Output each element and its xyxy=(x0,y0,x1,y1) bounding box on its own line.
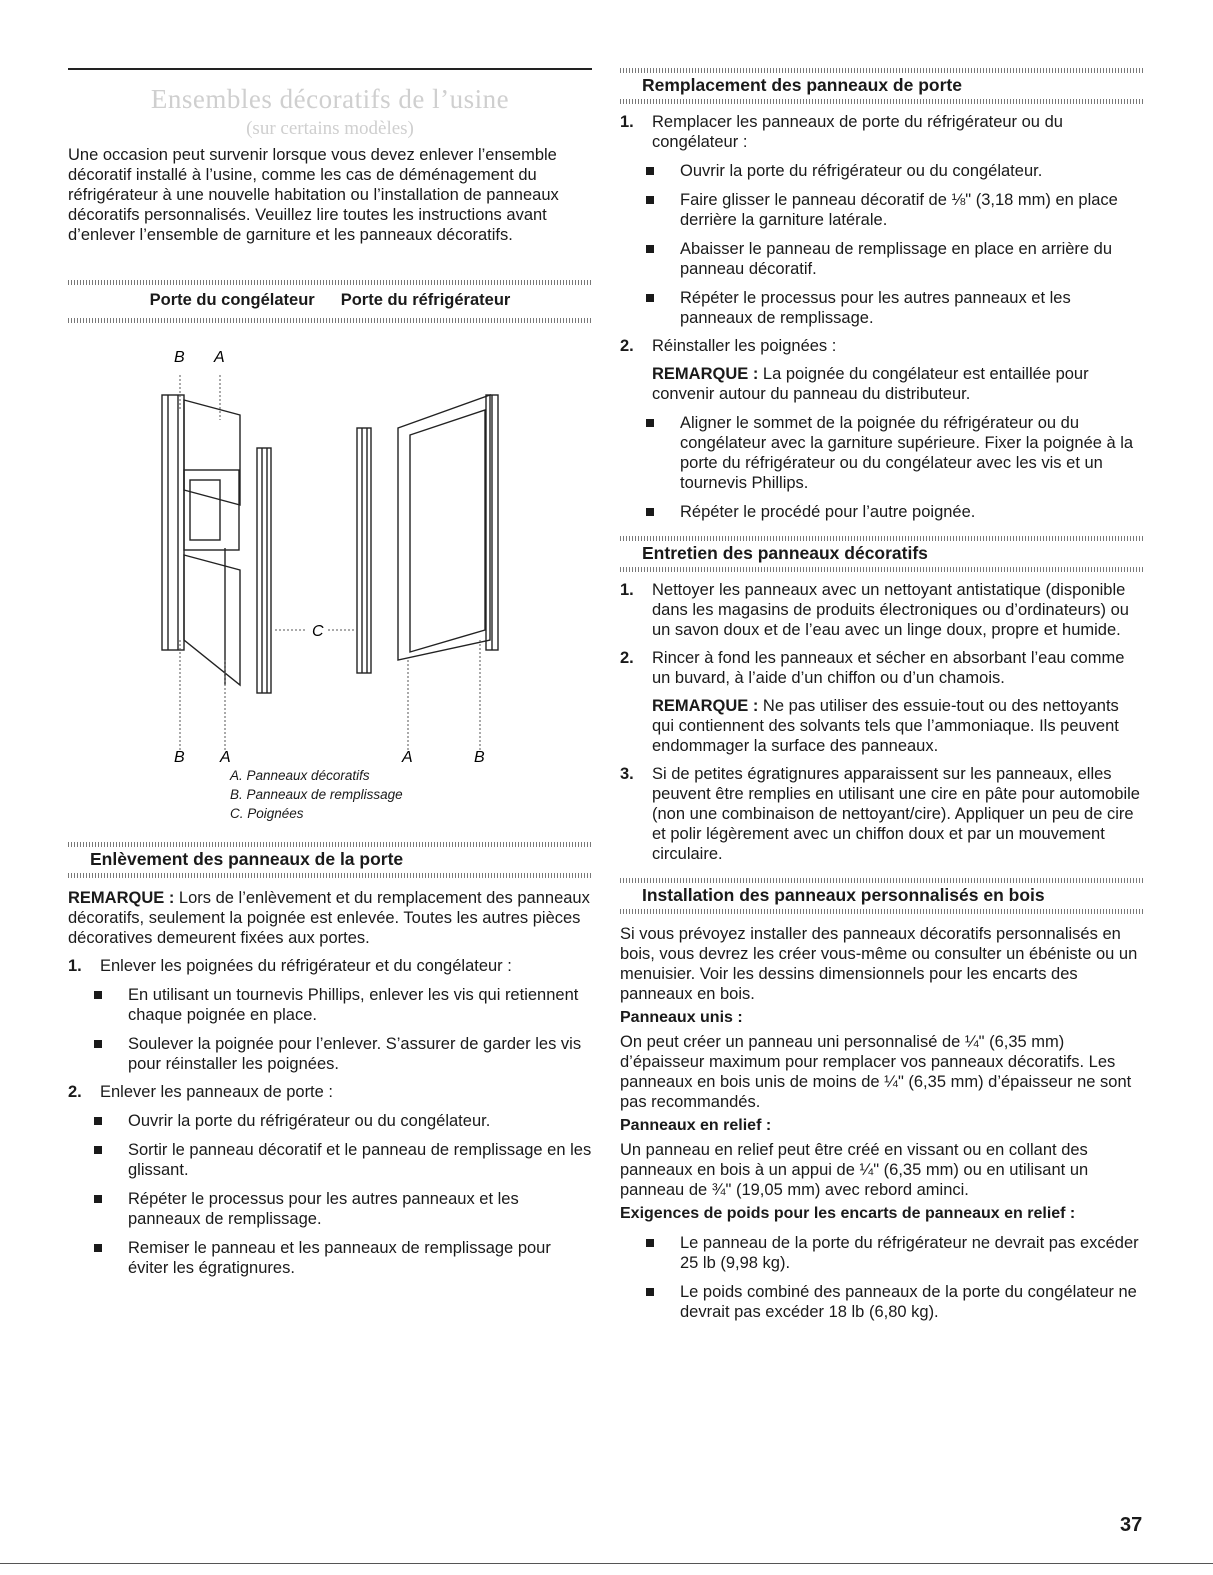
bottom-rule xyxy=(0,1563,1213,1564)
divider xyxy=(68,318,592,323)
list-item: Faire glisser le panneau décoratif de ⅛" (3,18 mm) en place derrière la garniture latérale. xyxy=(620,190,1144,230)
list-item: Ouvrir la porte du réfrigérateur ou du congélateur. xyxy=(620,161,1144,181)
list-item: Sortir le panneau décoratif et le panneau de remplissage en les glissant. xyxy=(68,1140,592,1180)
divider xyxy=(620,99,1144,104)
list-item: Répéter le processus pour les autres panneaux et les panneaux de remplissage. xyxy=(68,1189,592,1229)
replace-steps-2 xyxy=(620,336,1144,404)
list-item: Soulever la poignée pour l’enlever. S’assurer de garder les vis pour réinstaller les poignées. xyxy=(68,1034,592,1074)
page-subtitle: (sur certains modèles) xyxy=(246,118,414,139)
list-item: 1. Remplacer les panneaux de porte du réfrigérateur ou du congélateur : xyxy=(620,113,1063,151)
callout-b-right: B xyxy=(474,749,485,766)
list-item: 1. Enlever les poignées du réfrigérateur et du congélateur : xyxy=(68,957,512,975)
weight-heading: Exigences de poids pour les encarts de panneaux en relief : xyxy=(620,1205,1076,1222)
list-item: Répéter le procédé pour l’autre poignée. xyxy=(620,502,1144,522)
removal-section xyxy=(68,842,592,1278)
divider xyxy=(68,873,592,878)
fridge-door-label: Porte du réfrigérateur xyxy=(340,291,511,309)
divider xyxy=(620,909,1144,914)
list-item: 1. Nettoyer les panneaux avec un nettoyant antistatique (disponible dans les magasins de produits électroniques ou d’ordinateurs) ou un savon doux et de l’eau avec un linge doux, propre et humide. xyxy=(620,581,1129,639)
flat-panels-text: On peut créer un panneau uni personnalisé de ¼" (6,35 mm) d’épaisseur maximum pour remplacer vos panneaux décoratifs. Les panneaux en bois unis de moins de ¼" (6,35 mm) d’épaisseur ne sont pas recommandés. xyxy=(620,1033,1132,1111)
replace-step2-bullets xyxy=(620,413,1144,522)
top-rule xyxy=(68,68,592,70)
replace-steps xyxy=(620,112,1144,152)
figure-legend xyxy=(230,766,403,823)
removal-step1-bullets xyxy=(68,985,592,1074)
list-item: En utilisant un tournevis Phillips, enlever les vis qui retiennent chaque poignée en place. xyxy=(68,985,592,1025)
legend-c: C. Poignées xyxy=(230,806,304,821)
list-item: Aligner le sommet de la poignée du réfrigérateur ou du congélateur avec la garniture supérieure. Fixer la poignée à la porte du réfrigérateur ou du congélateur avec les vis et un tournevis Phillips. xyxy=(620,413,1144,493)
removal-heading: Enlèvement des panneaux de la porte xyxy=(90,849,404,869)
figure-header xyxy=(68,280,592,323)
replace-step1-bullets xyxy=(620,161,1144,328)
removal-steps-2 xyxy=(68,1082,592,1102)
intro-paragraph: Une occasion peut survenir lorsque vous devez enlever l’ensemble décoratif installé à l’usine, comme les cas de déménagement du réfrigérateur à une nouvelle habitation ou l’installation de panneaux décoratifs personnalisés. Veuillez lire toutes les instructions avant d’enlever l’ensemble de garniture et les panneaux décoratifs. xyxy=(68,146,559,244)
list-item: 2. Rincer à fond les panneaux et sécher en absorbant l’eau comme un buvard, à l’aide d’un chiffon ou d’un chamois. REMARQUE : Ne pas utiliser des essuie-tout ou des nettoyants qui contiennent des solvants tels que l’ammoniaque. Ils peuvent endommager la surface des panneaux. xyxy=(620,648,1144,756)
callout-c: C xyxy=(312,623,324,640)
freezer-door-label: Porte du congélateur xyxy=(149,291,315,309)
page-number: 37 xyxy=(1120,1514,1143,1536)
list-item: 2. Réinstaller les poignées : REMARQUE : La poignée du congélateur est entaillée pour convenir autour du panneau du distributeur. xyxy=(620,336,1144,404)
list-item: Le panneau de la porte du réfrigérateur ne devrait pas excéder 25 lb (9,98 kg). xyxy=(620,1233,1144,1273)
right-column xyxy=(620,68,1144,1322)
raised-panels-text: Un panneau en relief peut être créé en vissant ou en collant des panneaux en bois à un appui de ¼" (6,35 mm) ou en utilisant un panneau de ¾" (19,05 mm) avec rebord aminci. xyxy=(620,1141,1089,1199)
custom-heading: Installation des panneaux personnalisés en bois xyxy=(642,885,1045,905)
divider xyxy=(620,567,1144,572)
care-note: REMARQUE : Ne pas utiliser des essuie-tout ou des nettoyants qui contiennent des solvants tels que l’ammoniaque. Ils peuvent endommager la surface des panneaux. xyxy=(652,697,1119,755)
care-steps xyxy=(620,580,1144,864)
door-panels-illustration xyxy=(150,340,510,840)
custom-intro: Si vous prévoyez installer des panneaux décoratifs personnalisés en bois, vous devrez les créer vous-même ou consulter un ébéniste ou un menuisier. Voir les dessins dimensionnels pour les encarts des panneaux en bois. xyxy=(620,925,1138,1003)
list-item: Ouvrir la porte du réfrigérateur ou du congélateur. xyxy=(68,1111,592,1131)
weight-bullets xyxy=(620,1233,1144,1322)
raised-panels-heading: Panneaux en relief : xyxy=(620,1117,772,1134)
callout-b-top: B xyxy=(174,349,185,366)
replace-note: REMARQUE : La poignée du congélateur est entaillée pour convenir autour du panneau du distributeur. xyxy=(652,365,1089,403)
removal-note: REMARQUE : Lors de l’enlèvement et du remplacement des panneaux décoratifs, seulement la poignée est enlevée. Toutes les autres pièces décoratives demeurent fixées aux portes. xyxy=(68,889,590,947)
list-item: Remiser le panneau et les panneaux de remplissage pour éviter les égratignures. xyxy=(68,1238,592,1278)
page-title: Ensembles décoratifs de l’usine xyxy=(150,84,510,114)
callout-a-left: A xyxy=(220,749,231,766)
list-item: 3. Si de petites égratignures apparaissent sur les panneaux, elles peuvent être remplies en utilisant une cire en pâte pour automobile (non une combinaison de nettoyant/cire). Appliquer un peu de cire et polir légèrement avec un chiffon doux et par un mouvement circulaire. xyxy=(620,765,1140,863)
callout-b-left: B xyxy=(174,749,185,766)
list-item: Répéter le processus pour les autres panneaux et les panneaux de remplissage. xyxy=(620,288,1144,328)
legend-b: B. Panneaux de remplissage xyxy=(230,787,403,802)
replace-heading: Remplacement des panneaux de porte xyxy=(642,75,962,95)
flat-panels-heading: Panneaux unis : xyxy=(620,1009,743,1026)
care-heading: Entretien des panneaux décoratifs xyxy=(642,543,928,563)
legend-a: A. Panneaux décoratifs xyxy=(230,768,370,783)
list-item: 2. Enlever les panneaux de porte : xyxy=(68,1083,333,1101)
callout-a-right: A xyxy=(402,749,413,766)
callout-a-top: A xyxy=(214,349,225,366)
list-item: Abaisser le panneau de remplissage en place en arrière du panneau décoratif. xyxy=(620,239,1144,279)
removal-steps xyxy=(68,956,592,976)
list-item: Le poids combiné des panneaux de la porte du congélateur ne devrait pas excéder 18 lb (6,80 kg). xyxy=(620,1282,1144,1322)
removal-step2-bullets xyxy=(68,1111,592,1278)
